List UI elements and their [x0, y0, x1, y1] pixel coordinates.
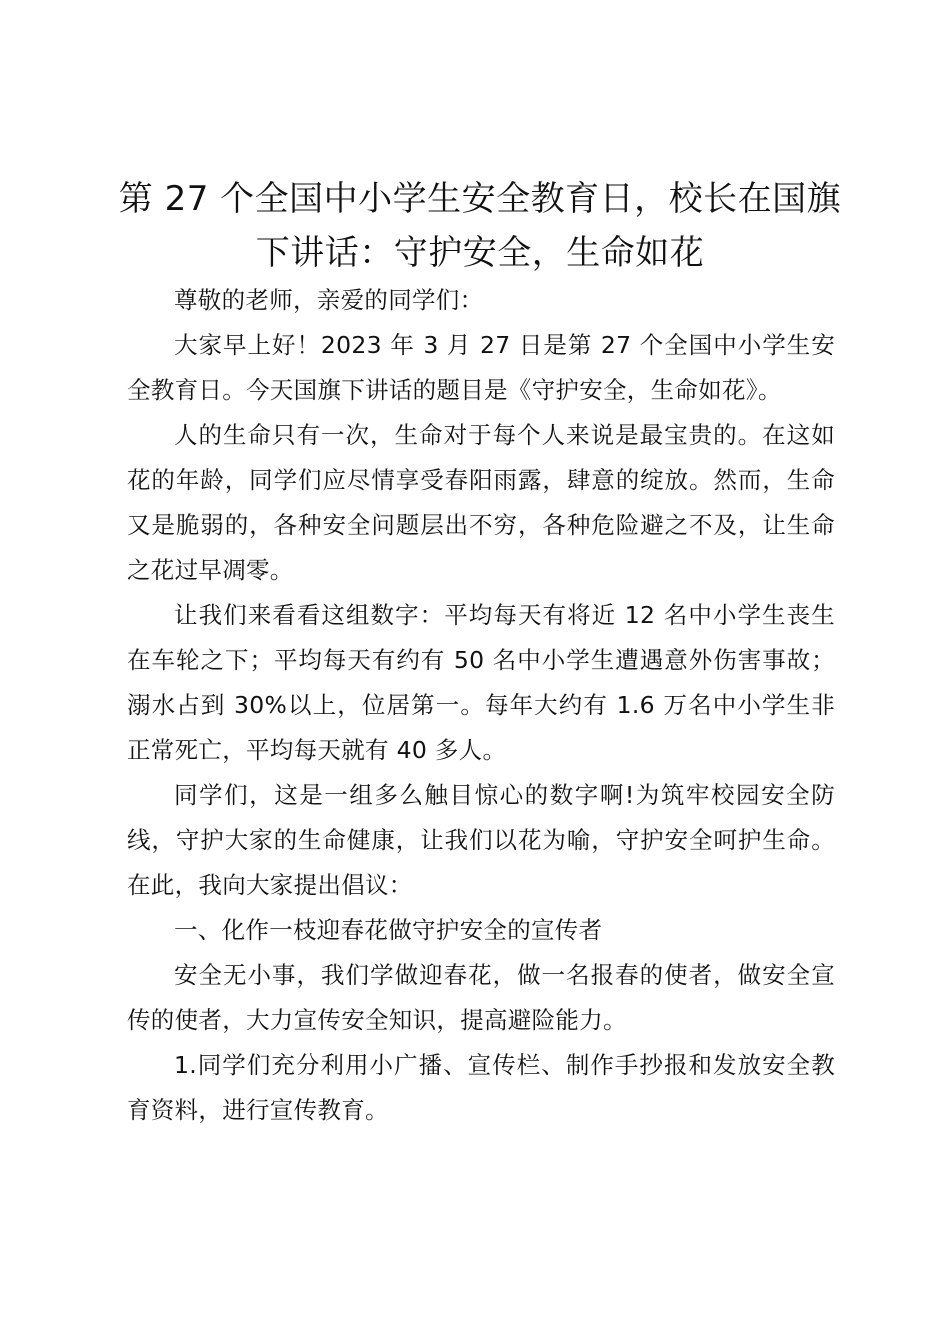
paragraph-proposal: 同学们，这是一组多么触目惊心的数字啊!为筑牢校园安全防线，守护大家的生命健康，让我们以花为喻，守护安全呵护生命。在此，我向大家提出倡议：	[127, 781, 835, 899]
document-body	[127, 278, 835, 1133]
paragraph-section-1: 安全无小事，我们学做迎春花，做一名报春的使者，做安全宣传的使者，大力宣传安全知识，提高避险能力。	[127, 961, 835, 1034]
paragraph-life: 人的生命只有一次，生命对于每个人来说是最宝贵的。在这如花的年龄，同学们应尽情享受春阳雨露，肆意的绽放。然而，生命又是脆弱的，各种安全问题层出不穷，各种危险避之不及，让生命之花过早凋零。	[127, 421, 835, 584]
paragraph-intro: 大家早上好！2023 年 3 月 27 日是第 27 个全国中小学生安全教育日。今天国旗下讲话的题目是《守护安全，生命如花》。	[127, 331, 835, 404]
paragraph-statistics: 让我们来看看这组数字：平均每天有将近 12 名中小学生丧生在车轮之下；平均每天有约有 50 名中小学生遭遇意外伤害事故；溺水占到 30%以上，位居第一。每年大约有 1.6 万名中小学生非正常死亡，平均每天就有 40 多人。	[127, 601, 835, 764]
list-item-1: 1.同学们充分利用小广播、宣传栏、制作手抄报和发放安全教育资料，进行宣传教育。	[127, 1051, 835, 1124]
section-heading-1: 一、化作一枝迎春花做守护安全的宣传者	[174, 916, 603, 944]
document-title: 第 27 个全国中小学生安全教育日，校长在国旗下讲话：守护安全，生命如花	[118, 179, 842, 273]
paragraph-greeting: 尊敬的老师，亲爱的同学们：	[174, 286, 484, 314]
